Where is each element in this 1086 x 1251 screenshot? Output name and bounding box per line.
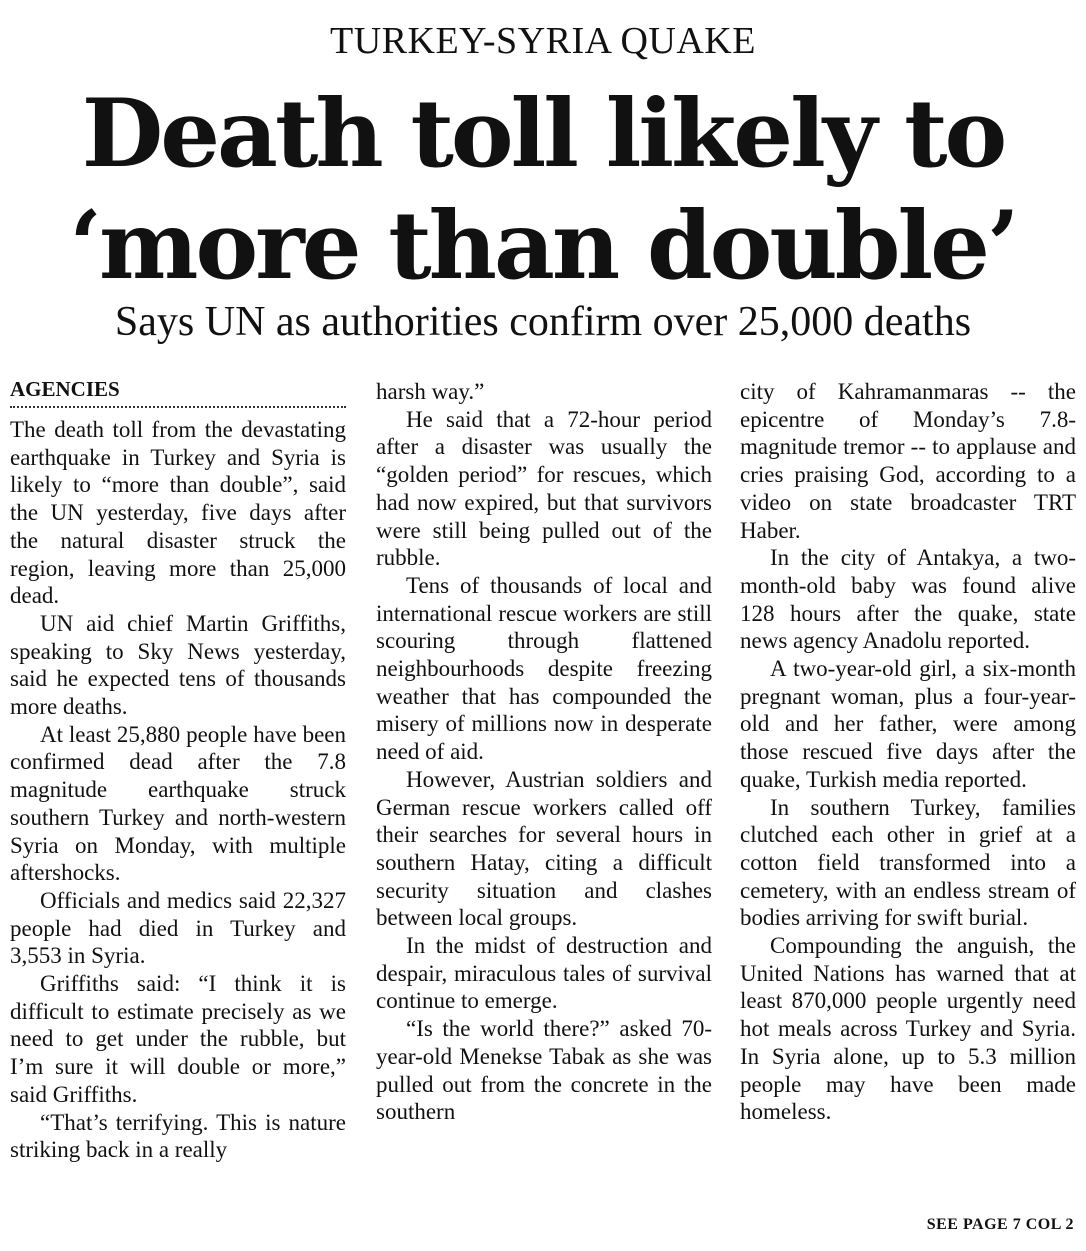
article-column-2 xyxy=(376,378,712,1238)
subheadline: Says UN as authorities confirm over 25,000 deaths xyxy=(114,299,972,345)
article-column-1 xyxy=(10,378,346,1238)
headline xyxy=(0,78,1086,302)
paragraph: He said that a 72-hour period after a disaster was usually the “golden period” for rescues, which had now expired, but that survivors were still being pulled out of the rubble. xyxy=(376,406,712,571)
paragraph: harsh way.” xyxy=(376,379,485,404)
paragraph: Tens of thousands of local and international rescue workers are still scouring through flattened neighbourhoods despite freezing weather that has compounded the misery of millions now in desperate need of aid. xyxy=(376,572,712,765)
paragraph: At least 25,880 people have been confirmed dead after the 7.8 magnitude earthquake struck southern Turkey and north-western Syria on Monday, with multiple aftershocks. xyxy=(10,721,346,886)
paragraph: In the city of Antakya, a two-month-old baby was found alive 128 hours after the quake, state news agency Anadolu reported. xyxy=(740,545,1076,654)
paragraph: In the midst of destruction and despair, miraculous tales of survival continue to emerge. xyxy=(376,933,712,1014)
paragraph: Compounding the anguish, the United Nations has warned that at least 870,000 people urgently need hot meals across Turkey and Syria. In Syria alone, up to 5.3 million people may have been made homeless. xyxy=(740,933,1076,1125)
paragraph: Griffiths said: “I think it is difficult to estimate precisely as we need to get under the rubble, but I’m sure it will double or more,” said Griffiths. xyxy=(10,971,346,1107)
paragraph: Officials and medics said 22,327 people had died in Turkey and 3,553 in Syria. xyxy=(10,887,346,969)
paragraph: “That’s terrifying. This is nature striking back in a really xyxy=(10,1109,346,1163)
paragraph: city of Kahramanmaras -- the epicentre of Monday’s 7.8-magnitude tremor -- to applause and cries praising God, according to a video on state broadcaster TRT Haber. xyxy=(740,379,1076,543)
article-column-3 xyxy=(740,378,1076,1238)
paragraph: UN aid chief Martin Griffiths, speaking to Sky News yesterday, said he expected tens of thousands more deaths. xyxy=(10,610,346,720)
continuation-reference: SEE PAGE 7 COL 2 xyxy=(926,1216,1074,1233)
headline-line-1: Death toll likely to xyxy=(81,79,1005,189)
paragraph: A two-year-old girl, a six-month pregnant woman, plus a four-year-old and her father, were among those rescued five days after the quake, Turkish media reported. xyxy=(740,656,1076,792)
paragraph: The death toll from the devastating earthquake in Turkey and Syria is likely to “more than double”, said the UN yesterday, five days after the natural disaster struck the region, leaving more than 25,000 dead. xyxy=(10,417,346,609)
paragraph: In southern Turkey, families clutched each other in grief at a cotton field transformed into a cemetery, with an endless stream of bodies arriving for swift burial. xyxy=(740,794,1076,931)
headline-line-2: ‘more than double’ xyxy=(69,191,1017,301)
paragraph: “Is the world there?” asked 70-year-old Menekse Tabak as she was pulled out from the concrete in the southern xyxy=(376,1016,712,1125)
section-kicker: TURKEY-SYRIA QUAKE xyxy=(330,20,756,62)
byline: AGENCIES xyxy=(10,378,346,408)
paragraph: However, Austrian soldiers and German rescue workers called off their searches for several hours in southern Hatay, citing a difficult security situation and clashes between local groups. xyxy=(376,766,712,931)
